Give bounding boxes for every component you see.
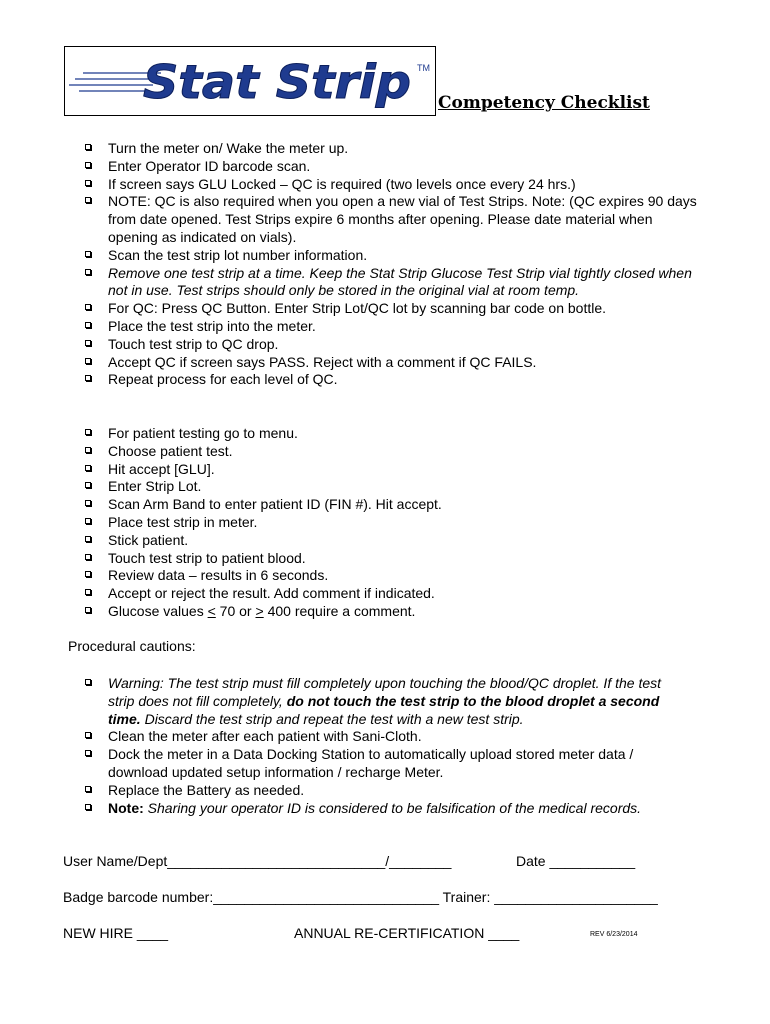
list-item (80, 782, 690, 800)
annual-recert-field[interactable]: ANNUAL RE-CERTIFICATION ____ (294, 925, 520, 941)
date-field[interactable]: Date ___________ (516, 853, 636, 869)
list-item-text: Place the test strip into the meter. (108, 317, 316, 334)
revision-date: REV 6/23/2014 (590, 931, 638, 938)
checkbox-icon[interactable] (85, 162, 91, 168)
list-item (80, 247, 700, 265)
list-item-text: Repeat process for each level of QC. (108, 371, 338, 388)
list-item (80, 354, 700, 372)
list-item (80, 496, 700, 514)
checkbox-icon[interactable] (85, 554, 91, 560)
checkbox-icon[interactable] (85, 571, 91, 577)
note-label: Note: (108, 799, 144, 816)
list-item (80, 140, 700, 158)
list-item-text: NOTE: QC is also required when you open a new vial of Test Strips. Note: (QC expires 90 days from date opened. Test Strips expire 6 months after opening. Please date material when opening as indicated on vials). (108, 193, 697, 245)
checkbox-icon[interactable] (85, 447, 91, 453)
checkbox-icon[interactable] (85, 679, 91, 685)
list-item-text: Hit accept [GLU]. (108, 460, 215, 477)
badge-trainer-line (63, 889, 658, 905)
gt-symbol: > (255, 602, 264, 619)
checkbox-icon[interactable] (85, 804, 91, 810)
badge-field[interactable]: Badge barcode number:_____________________________ Trainer: (63, 889, 495, 905)
warning-text-c: Discard the test strip and repeat the test with a new test strip. (140, 710, 524, 727)
cautions-checklist (80, 675, 690, 817)
checkbox-icon[interactable] (85, 465, 91, 471)
glucose-v1: 70 or (215, 602, 256, 619)
list-item-text: Turn the meter on/ Wake the meter up. (108, 140, 349, 156)
list-item (80, 265, 700, 301)
new-hire-field[interactable]: NEW HIRE ____ (63, 925, 169, 941)
cautions-label: Procedural cautions: (68, 638, 196, 654)
page-title: Competency Checklist (438, 93, 650, 113)
list-item-text: For patient testing go to menu. (108, 425, 298, 441)
checkbox-icon[interactable] (85, 322, 91, 328)
checkbox-icon[interactable] (85, 358, 91, 364)
list-item (80, 567, 700, 585)
list-item-text: Enter Strip Lot. (108, 478, 202, 495)
list-item-text: Accept or reject the result. Add comment if indicated. (108, 585, 435, 602)
list-item (80, 443, 700, 461)
list-item-text: Remove one test strip at a time. Keep the Stat Strip Glucose Test Strip vial tightly closed when not in use. Test strips should only be stored in the original vial at room temp. (108, 264, 692, 299)
list-item-text: Touch test strip to QC drop. (108, 335, 279, 352)
checkbox-icon[interactable] (85, 750, 91, 756)
list-item-text: Touch test strip to patient blood. (108, 549, 306, 566)
list-item (80, 728, 690, 746)
list-item-text: Scan the test strip lot number information. (108, 246, 368, 263)
qc-checklist (80, 140, 700, 389)
checkbox-icon[interactable] (85, 375, 91, 381)
list-item (80, 318, 700, 336)
battery-text: Replace the Battery as needed. (108, 781, 305, 798)
list-item (80, 461, 700, 479)
stat-strip-logo (65, 47, 437, 117)
list-item (80, 800, 690, 818)
list-item (80, 300, 700, 318)
checkbox-icon[interactable] (85, 482, 91, 488)
list-item (80, 532, 700, 550)
list-item-text: For QC: Press QC Button. Enter Strip Lot/QC lot by scanning bar code on bottle. (108, 300, 607, 317)
dock-text: Dock the meter in a Data Docking Station to automatically upload stored meter data / download updated setup information / recharge Meter. (108, 746, 634, 780)
glucose-prefix: Glucose values (108, 602, 208, 619)
checkbox-icon[interactable] (85, 500, 91, 506)
user-name-field[interactable]: User Name/Dept____________________________/________ (63, 853, 452, 869)
checkbox-icon[interactable] (85, 269, 91, 275)
list-item-text: Choose patient test. (108, 442, 233, 459)
checkbox-icon[interactable] (85, 304, 91, 310)
clean-text: Clean the meter after each patient with Sani-Cloth. (108, 728, 422, 745)
logo-box (64, 46, 436, 116)
checkbox-icon[interactable] (85, 518, 91, 524)
checkbox-icon[interactable] (85, 536, 91, 542)
list-item-text: Enter Operator ID barcode scan. (108, 157, 311, 174)
list-item (80, 603, 700, 621)
warning-text-b: do not touch the test strip to the blood droplet a second time. (108, 692, 660, 727)
list-item-text: Stick patient. (108, 531, 189, 548)
list-item-text: Accept QC if screen says PASS. Reject with a comment if QC FAILS. (108, 353, 537, 370)
list-item (80, 675, 690, 728)
checkbox-icon[interactable] (85, 732, 91, 738)
list-item (80, 158, 700, 176)
logo-tm: TM (417, 63, 430, 73)
glucose-v2: 400 require a comment. (263, 602, 416, 619)
trainer-field[interactable]: _____________________ (494, 889, 658, 905)
lt-symbol: < (207, 602, 216, 619)
checkbox-icon[interactable] (85, 197, 91, 203)
list-item (80, 585, 700, 603)
list-item (80, 478, 700, 496)
list-item (80, 550, 700, 568)
list-item (80, 336, 700, 354)
list-item-text: If screen says GLU Locked – QC is required (two levels once every 24 hrs.) (108, 175, 576, 192)
checkbox-icon[interactable] (85, 589, 91, 595)
note-text: Sharing your operator ID is considered to be falsification of the medical records. (143, 799, 642, 816)
checkbox-icon[interactable] (85, 429, 91, 435)
list-item (80, 514, 700, 532)
list-item (80, 193, 700, 246)
list-item (80, 371, 700, 389)
checkbox-icon[interactable] (85, 607, 91, 613)
list-item (80, 746, 690, 782)
checkbox-icon[interactable] (85, 786, 91, 792)
logo-wordmark: Stat Strip (143, 55, 411, 109)
list-item-text: Scan Arm Band to enter patient ID (FIN #). Hit accept. (108, 496, 442, 513)
checkbox-icon[interactable] (85, 144, 91, 150)
list-item (80, 176, 700, 194)
warning-text-a: Warning: The test strip must fill completely upon touching the blood/QC droplet. If the test strip does not fill completely, (108, 675, 662, 709)
list-item-text: Review data – results in 6 seconds. (108, 567, 329, 584)
checkbox-icon[interactable] (85, 340, 91, 346)
list-item (80, 425, 700, 443)
checkbox-icon[interactable] (85, 251, 91, 257)
patient-checklist (80, 425, 700, 621)
checkbox-icon[interactable] (85, 180, 91, 186)
list-item-text: Place test strip in meter. (108, 513, 258, 530)
